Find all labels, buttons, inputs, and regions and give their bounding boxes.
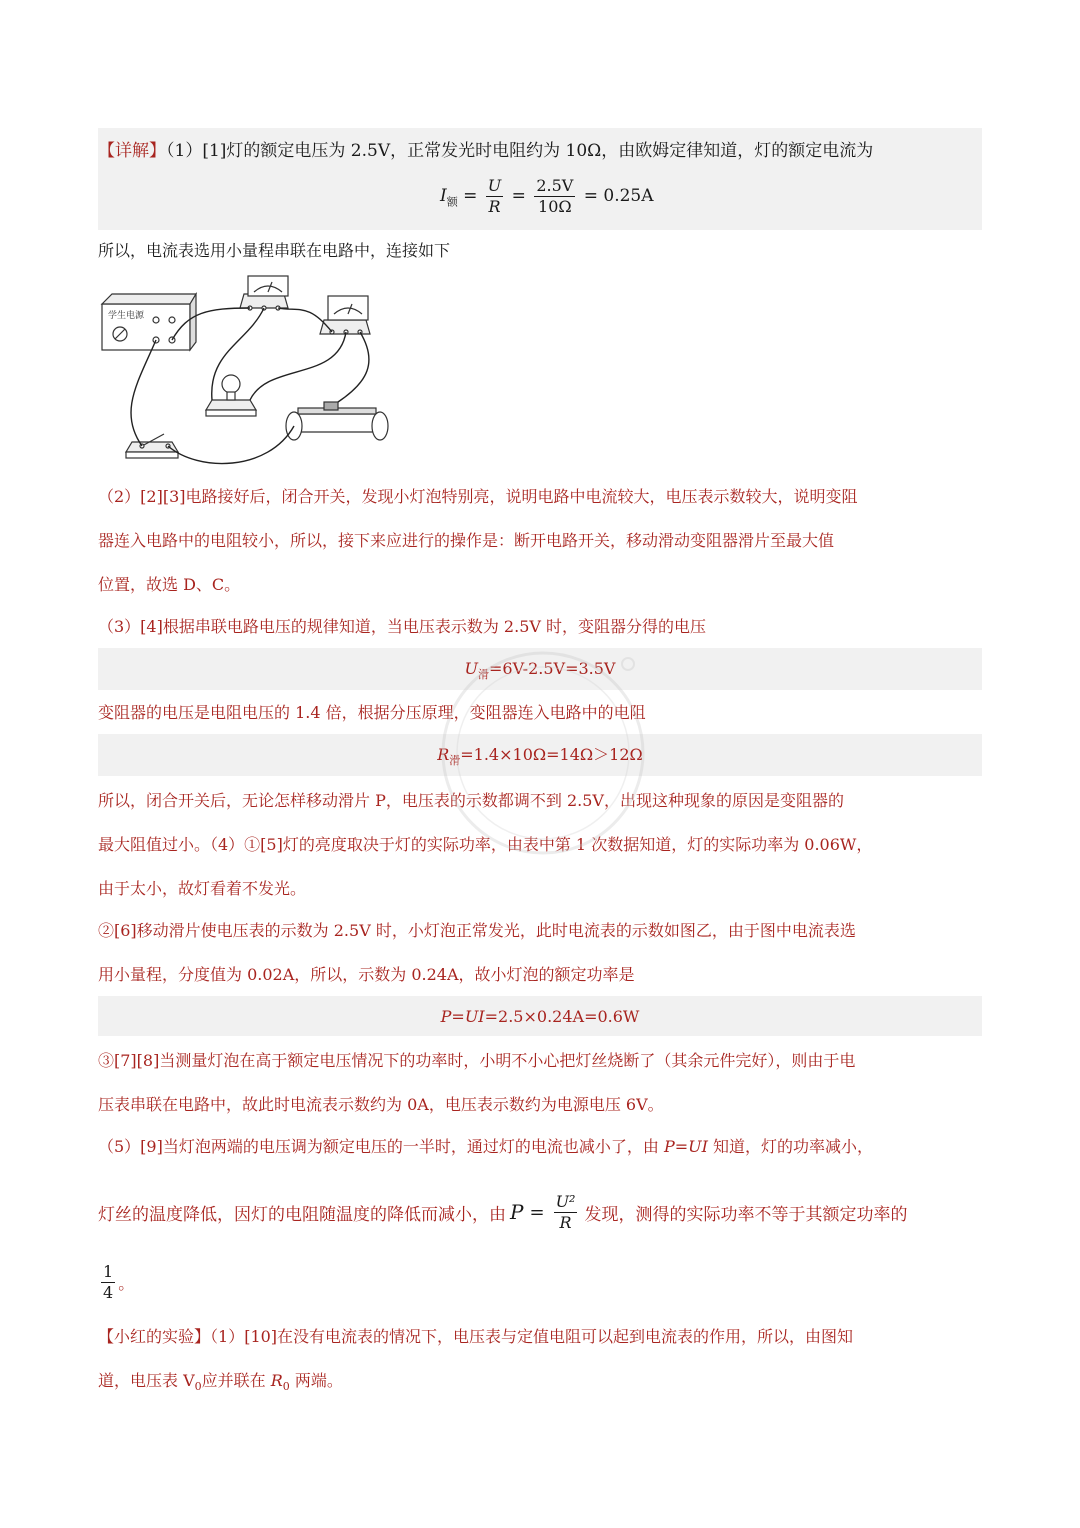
section3-line-5: 由于太小，故灯看着不发光。	[98, 879, 307, 898]
section5-line-1: （5）[9]当灯泡两端的电压调为额定电压的一半时，通过灯的电流也减小了，由 P=UI 知道，灯的功率减小，	[98, 1137, 874, 1156]
switch	[126, 434, 178, 458]
quarter-fraction: $\frac{1}{4}$ 。	[103, 1262, 135, 1302]
formula-frac-values: $\frac{2.5V}{10\Omega}$	[536, 176, 574, 216]
explanation-text-1: （1）[1]灯的额定电压为 2.5V，正常发光时电阻约为 10Ω，由欧姆定律知道，灯的额定电流为	[166, 141, 874, 161]
circuit-diagram	[98, 272, 398, 472]
formula-eq-1: =	[463, 186, 478, 206]
watermark-seal	[438, 648, 648, 858]
section4-line-1: ②[6]移动滑片使电压表的示数为 2.5V 时，小灯泡正常发光，此时电流表的示数如图乙，由于图中电流表选	[98, 921, 856, 940]
section2-line-1: （2）[2][3]电路接好后，闭合开关，发现小灯泡特别亮，说明电路中电流较大，电压表示数较大，说明变阻	[98, 487, 858, 506]
power-supply-label: 学生电源	[108, 311, 145, 321]
power-fraction: $\frac{\text{U²}}{R}$	[555, 1191, 576, 1232]
section4-line-2: 用小量程，分度值为 0.02A，所以，示数为 0.24A，故小灯泡的额定功率是	[98, 965, 635, 984]
section6-line-1: 【小红的实验】（1）[10]在没有电流表的情况下，电压表与定值电阻可以起到电流表的作用，所以，由图知	[98, 1327, 854, 1346]
section3-line-1: （3）[4]根据串联电路电压的规律知道，当电压表示数为 2.5V 时，变阻器分得的电压	[98, 617, 707, 636]
rheostat	[286, 402, 388, 440]
section6-line-2: 道，电压表 $V_0$应并联在 $R_0$ 两端。	[98, 1371, 343, 1394]
section2-line-3: 位置，故选 D、C。	[98, 575, 241, 594]
formula-r-slide: $R_滑=1.4\times 10\Omega=14\Omega>12\Omega$	[437, 745, 643, 768]
section3-line-4: 最大阻值过小。（4）①[5]灯的亮度取决于灯的实际功率，由表中第 1 次数据知道，灯的实际功率为 0.06W，	[98, 835, 873, 854]
explanation-line-1	[98, 140, 873, 162]
formula-sub-e: 额	[446, 195, 458, 209]
section5-line-2: 灯丝的温度降低，因灯的电阻随温度的降低而减小，由 P = $\frac{\text{U²}}{R}$ 发现，测得的实际功率不等于其额定功率的	[98, 1191, 908, 1232]
formula-power: P=UI=2.5×0.24A=0.6W	[440, 1007, 640, 1026]
current-formula	[440, 176, 654, 226]
explanation-tag: 【详解】	[98, 141, 166, 161]
section3-line-3: 所以，闭合开关后，无论怎样移动滑片 P，电压表的示数都调不到 2.5V，出现这种现象的原因是变阻器的	[98, 791, 844, 810]
ammeter	[240, 276, 288, 310]
explanation-line-2: 所以，电流表选用小量程串联在电路中，连接如下	[98, 241, 451, 260]
formula-frac-ur: $\frac{U}{R}$	[487, 176, 502, 216]
section2-line-2: 器连入电路中的电阻较小，所以，接下来应进行的操作是：断开电路开关，移动滑动变阻器滑片至最大值	[98, 531, 835, 550]
formula-symbol-i: I	[440, 186, 447, 206]
section3-line-2: 变阻器的电压是电阻电压的 1.4 倍，根据分压原理，变阻器连入电路中的电阻	[98, 703, 646, 722]
voltmeter	[320, 296, 370, 334]
power-supply	[102, 294, 196, 350]
formula-result: = 0.25A	[583, 186, 654, 206]
formula-eq-2: =	[511, 186, 526, 206]
section4-line-3: ③[7][8]当测量灯泡在高于额定电压情况下的功率时，小明不小心把灯丝烧断了（其余元件完好），则由于电	[98, 1051, 856, 1070]
section4-line-4: 压表串联在电路中，故此时电流表示数约为 0A，电压表示数约为电源电压 6V。	[98, 1095, 664, 1114]
formula-u-slide: $U_滑=6V-2.5V=3.5V$	[464, 659, 616, 682]
